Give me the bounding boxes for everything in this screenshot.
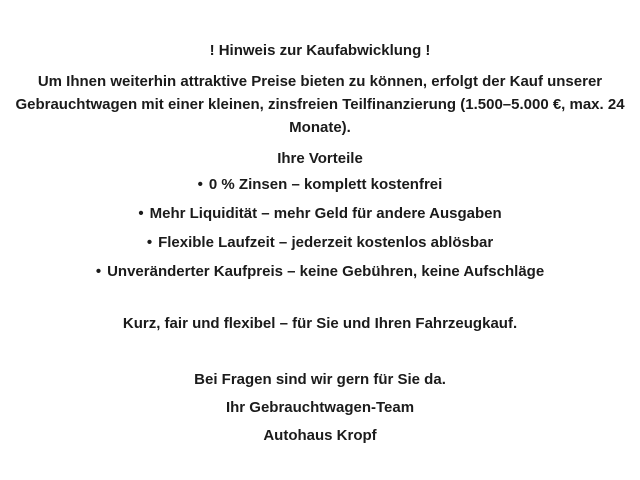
benefit-item-kaufpreis: [0, 257, 640, 286]
benefit-text: 0 % Zinsen – komplett kostenfrei: [208, 176, 443, 193]
notice-title: ! Hinweis zur Kaufabwicklung !: [209, 42, 431, 59]
notice-intro-paragraph: Um Ihnen weiterhin attraktive Preise bieten zu können, erfolgt der Kauf unserer Gebrauchtwagen mit einer kleinen, zinsfreien Teilfinanzierung (1.500–5.000 €, max. 24 Monate).: [15, 73, 625, 136]
bullet-icon: •: [197, 176, 203, 193]
closing-line-company: Autohaus Kropf: [263, 427, 377, 444]
benefit-text: Unveränderter Kaufpreis – keine Gebühren, keine Aufschläge: [107, 263, 545, 280]
benefits-list: [0, 170, 640, 286]
benefit-item-laufzeit: [0, 228, 640, 257]
bullet-icon: •: [138, 205, 144, 222]
summary-line: Kurz, fair und flexibel – für Sie und Ihren Fahrzeugkauf.: [122, 315, 518, 332]
benefit-text: Mehr Liquidität – mehr Geld für andere Ausgaben: [149, 205, 502, 222]
bullet-icon: •: [146, 234, 153, 251]
closing-line-contact: Bei Fragen sind wir gern für Sie da.: [194, 371, 446, 388]
benefit-text: Flexible Laufzeit – jederzeit kostenlos ablösbar: [158, 234, 494, 251]
closing-block: [0, 366, 640, 450]
benefits-heading: Ihre Vorteile: [277, 150, 363, 167]
benefit-item-liquiditaet: [0, 199, 640, 228]
bullet-icon: •: [95, 263, 102, 280]
benefit-item-zinsen: [0, 170, 640, 199]
closing-line-team: Ihr Gebrauchtwagen-Team: [225, 399, 415, 416]
